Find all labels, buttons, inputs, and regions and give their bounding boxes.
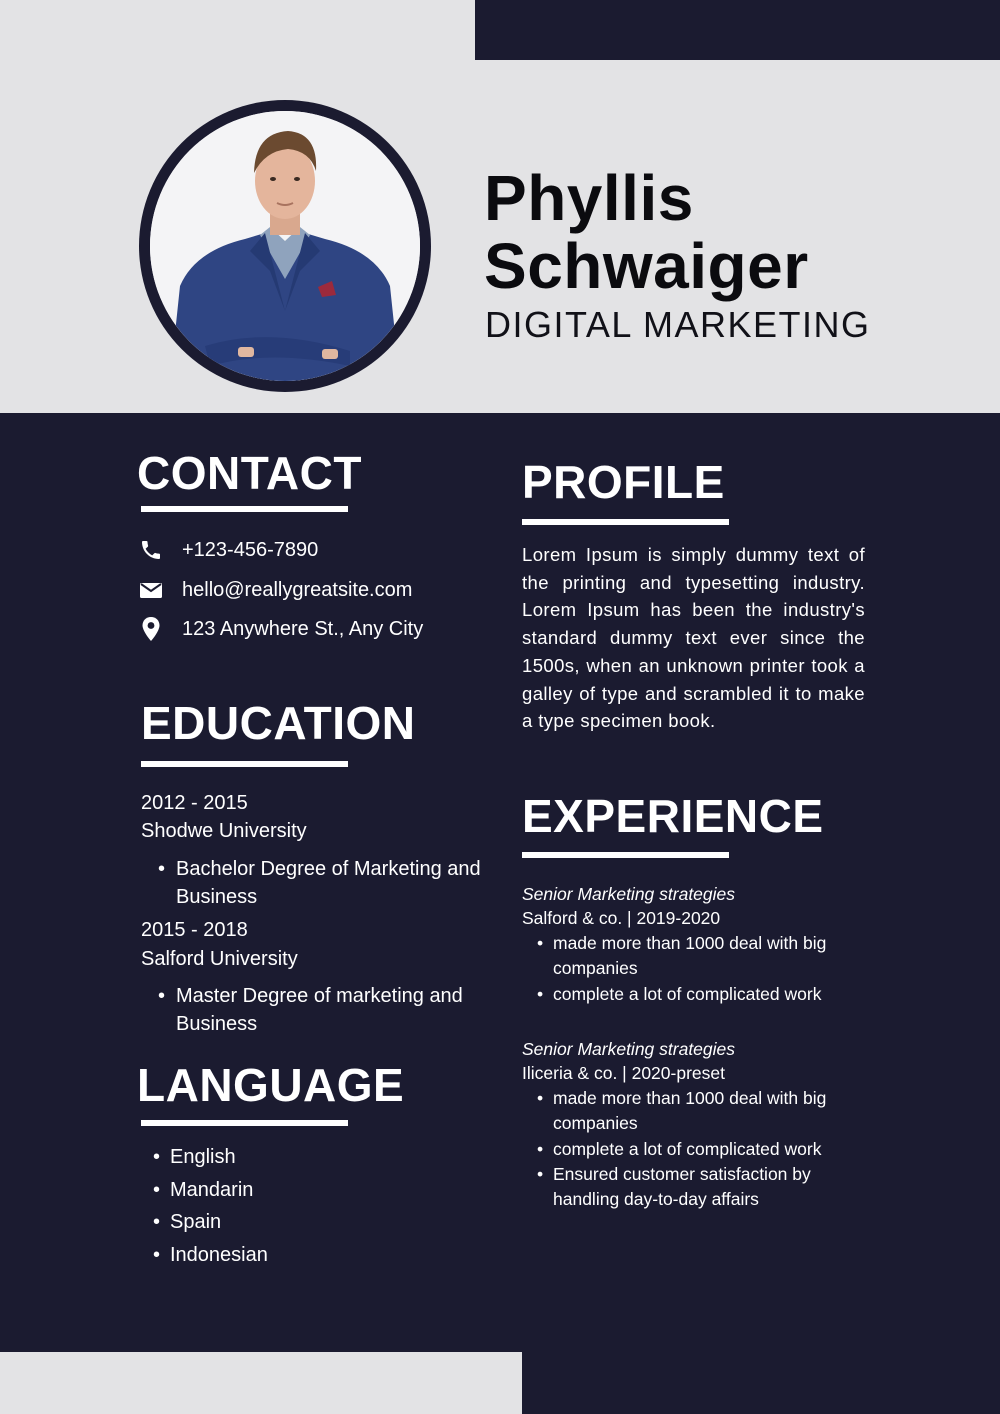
profile-divider bbox=[522, 519, 729, 525]
experience-heading: EXPERIENCE bbox=[522, 790, 824, 842]
list-item: • Ensured customer satisfaction by handling day-to-day affairs bbox=[537, 1162, 847, 1213]
experience-role: Senior Marketing strategies bbox=[522, 884, 736, 904]
email-icon bbox=[138, 577, 164, 603]
profile-photo-frame bbox=[139, 100, 431, 392]
experience-company: Salford & co. | 2019-2020 bbox=[522, 908, 721, 928]
list-item: • complete a lot of complicated work bbox=[537, 982, 847, 1007]
education-detail: • Master Degree of marketing and Business bbox=[158, 982, 506, 1038]
education-detail: • Bachelor Degree of Marketing and Business bbox=[158, 855, 506, 911]
experience-company: Iliceria & co. | 2020-preset bbox=[522, 1063, 725, 1083]
decorative-bottom-panel bbox=[0, 1352, 522, 1414]
education-years: 2015 - 2018 bbox=[141, 919, 248, 941]
experience-divider bbox=[522, 852, 729, 858]
profile-photo bbox=[150, 111, 420, 381]
contact-phone bbox=[138, 535, 318, 565]
contact-address bbox=[138, 614, 423, 644]
decorative-top-bar bbox=[475, 0, 1000, 60]
profile-summary: Lorem Ipsum is simply dummy text of the printing and typesetting industry. Lorem Ipsum has been the industry's standard dummy text ever since the 1500s, when an unknown printer took a galley of type and scrambled it to make a type specimen book. bbox=[522, 544, 865, 732]
profile-heading: PROFILE bbox=[522, 456, 725, 508]
location-pin-icon bbox=[138, 616, 164, 642]
experience-bullets bbox=[537, 1086, 847, 1212]
list-item: • complete a lot of complicated work bbox=[537, 1137, 847, 1162]
phone-icon bbox=[138, 537, 164, 563]
first-name: Phyllis bbox=[484, 162, 694, 234]
education-divider bbox=[141, 761, 348, 767]
experience-role: Senior Marketing strategies bbox=[522, 1039, 736, 1059]
list-item: • made more than 1000 deal with big companies bbox=[537, 1086, 847, 1137]
list-item: • Spain bbox=[153, 1211, 268, 1244]
language-heading: LANGUAGE bbox=[137, 1059, 405, 1111]
person-name bbox=[484, 164, 809, 300]
last-name: Schwaiger bbox=[484, 230, 809, 302]
list-item: • made more than 1000 deal with big companies bbox=[537, 931, 847, 982]
street-address: 123 Anywhere St., Any City bbox=[182, 617, 424, 640]
education-school: Salford University bbox=[141, 948, 298, 970]
education-school: Shodwe University bbox=[141, 820, 307, 842]
job-title: DIGITAL MARKETING bbox=[485, 304, 871, 345]
phone-number: +123-456-7890 bbox=[182, 538, 319, 561]
contact-heading: CONTACT bbox=[137, 447, 362, 499]
education-years: 2012 - 2015 bbox=[141, 792, 248, 814]
experience-bullets bbox=[537, 931, 847, 1007]
list-item: • Mandarin bbox=[153, 1179, 268, 1212]
list-item: • Indonesian bbox=[153, 1244, 268, 1277]
list-item: • English bbox=[153, 1146, 268, 1179]
language-divider bbox=[141, 1120, 348, 1126]
contact-email bbox=[138, 575, 412, 605]
email-address: hello@reallygreatsite.com bbox=[182, 578, 413, 601]
language-list bbox=[153, 1146, 268, 1276]
education-heading: EDUCATION bbox=[141, 697, 416, 749]
contact-divider bbox=[141, 506, 348, 512]
